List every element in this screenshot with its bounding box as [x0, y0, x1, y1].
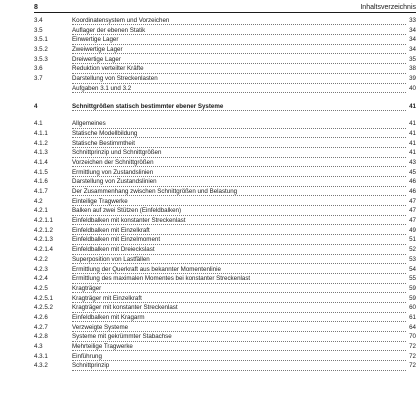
- toc-entry-page: 41: [409, 139, 416, 147]
- toc-entry-title: Einfeldbalken mit Einzelmoment: [72, 236, 161, 244]
- toc-entry-title: Kragträger mit konstanter Streckenlast: [72, 304, 178, 312]
- toc-entry-leader: [72, 74, 416, 83]
- toc-entry-leader: [72, 332, 416, 341]
- toc-entry-page: 60: [409, 304, 416, 312]
- toc-entry-leader: [72, 265, 416, 274]
- toc-entry-page: 52: [409, 246, 416, 254]
- toc-entry-title: Der Zusammenhang zwischen Schnittgrößen und Belastung: [72, 188, 238, 195]
- toc-entry-number: 4.1.3: [34, 149, 48, 157]
- toc-entry-number: 4.1.4: [34, 158, 48, 166]
- toc-entry-leader: [72, 84, 416, 93]
- toc-entry-page: 61: [409, 313, 416, 321]
- toc-entry-page: 41: [409, 129, 416, 137]
- toc-entry-number: 4.1.2: [34, 139, 48, 147]
- toc-entry-number: 4.2.1.2: [34, 226, 53, 234]
- toc-entry-number: 3.5.2: [34, 46, 48, 54]
- toc-entry-page: 34: [409, 36, 416, 44]
- toc-entry-page: 51: [409, 236, 416, 244]
- toc-entry-title: Einfeldbalken mit Dreieckslast: [72, 246, 155, 254]
- toc-entry-number: 4.2.1: [34, 207, 48, 215]
- toc-entry-page: 35: [409, 55, 416, 63]
- toc-entry-title: Einführung: [72, 352, 102, 360]
- toc-entry-title: Mehrteilige Tragwerke: [72, 343, 133, 350]
- toc-entry-leader: [72, 255, 416, 264]
- toc-entry-page: 53: [409, 255, 416, 263]
- toc-entry-page: 38: [409, 65, 416, 73]
- toc-entry-title: Allgemeines: [72, 120, 106, 128]
- toc-entry-leader: [72, 35, 416, 44]
- toc-entry-page: 46: [409, 188, 416, 195]
- toc-entry-title: Vorzeichen der Schnittgrößen: [72, 158, 154, 166]
- toc-entry[interactable]: [34, 74, 416, 84]
- toc-entry[interactable]: [34, 84, 416, 94]
- header-rule: [34, 12, 416, 13]
- toc-entry-page: 64: [409, 323, 416, 331]
- toc-entry-number: 4.1.6: [34, 178, 48, 186]
- toc-entry-title: Ermittlung des maximalen Momentes bei konstanter Streckenlast: [72, 275, 251, 283]
- toc-entry-title: Ermittlung von Zustandslinien: [72, 168, 154, 176]
- toc-entry-leader: [72, 16, 416, 25]
- running-title: Inhaltsverzeichnis: [360, 4, 416, 11]
- toc-entry-number: 4.2.3: [34, 265, 48, 273]
- toc-entry-number: 4.2.2: [34, 255, 48, 263]
- toc-entry-page: 43: [409, 158, 416, 166]
- toc-entry[interactable]: [34, 45, 416, 55]
- toc-entry-title: Ermittlung der Querkraft aus bekannter Momentenlinie: [72, 265, 221, 273]
- toc-entry-title: Kragträger: [72, 284, 102, 292]
- toc-entry-title: Darstellung von Streckenlasten: [72, 75, 158, 83]
- toc-entry-number: 3.7: [34, 75, 43, 83]
- toc-entry-page: 59: [409, 294, 416, 302]
- toc-entry-number: 3.4: [34, 17, 43, 24]
- toc-entry-leader: [72, 129, 416, 138]
- toc-entry[interactable]: [34, 197, 416, 207]
- toc-entry-number: 4.2.5: [34, 284, 48, 292]
- toc-entry-number: 4.2.1.4: [34, 246, 53, 254]
- toc-entry-number: 4.2.4: [34, 275, 48, 283]
- toc-entry[interactable]: [34, 235, 416, 245]
- toc-entry-page: 34: [409, 46, 416, 54]
- toc-entry-leader: [72, 102, 416, 111]
- toc-entry[interactable]: [34, 332, 416, 342]
- toc-entry[interactable]: [34, 64, 416, 74]
- page-number: 8: [34, 4, 38, 11]
- toc-entry-leader: [72, 119, 416, 128]
- toc-entry-title: Einfeldbalken mit Einzelkraft: [72, 226, 150, 234]
- toc-entry[interactable]: [34, 168, 416, 178]
- toc-entry[interactable]: [34, 226, 416, 236]
- toc-entry-page: 70: [409, 333, 416, 341]
- toc-entry[interactable]: [34, 352, 416, 362]
- toc-entry[interactable]: [34, 16, 416, 26]
- toc-entry[interactable]: [34, 284, 416, 294]
- toc-entry-number: 4.2.8: [34, 333, 48, 341]
- toc-entry-number: 3.5.3: [34, 55, 48, 63]
- toc-entry[interactable]: [34, 35, 416, 45]
- toc-entry[interactable]: [34, 265, 416, 275]
- toc-entry-number: 4.2.6: [34, 313, 48, 321]
- toc-entry-page: 47: [409, 217, 416, 225]
- toc-entry-leader: [72, 226, 416, 235]
- toc-entry-number: 4.2: [34, 197, 43, 205]
- toc-entry[interactable]: [34, 206, 416, 216]
- toc-entry-title: Einfeldbalken mit konstanter Streckenlast: [72, 217, 186, 225]
- toc-entry-page: 39: [409, 75, 416, 83]
- toc-entry-title: Schnittgrößen statisch bestimmter ebener Systeme: [72, 102, 224, 110]
- toc-entry-number: 4.1.5: [34, 168, 48, 176]
- toc-entry-number: 4.1: [34, 120, 43, 128]
- toc-entry-leader: [72, 274, 416, 283]
- toc-entry-number: 4.2.1.1: [34, 217, 53, 225]
- toc-entry-title: Koordinatensystem und Vorzeichen: [72, 17, 170, 24]
- toc-entry[interactable]: [34, 342, 416, 352]
- toc-entry-title: Balken auf zwei Stützen (Einfeldbalken): [72, 207, 182, 215]
- toc-entry-title: Darstellung von Zustandslinien: [72, 178, 157, 186]
- toc-entry-leader: [72, 139, 416, 148]
- toc-entry[interactable]: [34, 148, 416, 158]
- toc-entry-page: 34: [409, 26, 416, 34]
- toc-entry[interactable]: [34, 177, 416, 187]
- toc-entry-leader: [72, 245, 416, 254]
- toc-entry-page: 33: [409, 17, 416, 24]
- toc-entry-page: 72: [409, 352, 416, 360]
- toc-entry-leader: [72, 216, 416, 225]
- toc-entry[interactable]: [34, 255, 416, 265]
- toc-entry-number: 4.2.5.2: [34, 304, 53, 312]
- toc-entry[interactable]: [34, 26, 416, 36]
- toc-entry[interactable]: [34, 139, 416, 149]
- toc-entry-title: Einfeldbalken mit Kragarm: [72, 313, 145, 321]
- toc-entry-leader: [72, 361, 416, 370]
- toc-entry-leader: [72, 187, 416, 196]
- toc-entry-leader: [72, 323, 416, 332]
- toc-entry[interactable]: [34, 187, 416, 197]
- toc-entry-title: Einwertige Lager: [72, 36, 119, 44]
- toc-entry-page: 59: [409, 284, 416, 292]
- toc-entry-leader: [72, 64, 416, 73]
- toc-entry-number: 4.2.5.1: [34, 294, 53, 302]
- toc-entry[interactable]: [34, 303, 416, 313]
- toc-entry-title: Zweiwertige Lager: [72, 46, 123, 54]
- toc-entry-title: Dreiwertige Lager: [72, 55, 121, 63]
- toc-entry-leader: [72, 342, 416, 351]
- toc-entry-number: 4.1.1: [34, 129, 48, 137]
- toc-entry-number: 3.6: [34, 65, 43, 73]
- toc-entry-leader: [72, 352, 416, 361]
- toc-entry-title: Kragträger mit Einzelkraft: [72, 294, 142, 302]
- toc-entry-title: Verzweigte Systeme: [72, 323, 129, 331]
- toc-entry-page: 45: [409, 168, 416, 176]
- toc-entry-page: 41: [409, 149, 416, 157]
- toc-entry-page: 72: [409, 362, 416, 370]
- toc-entry-leader: [72, 313, 416, 322]
- toc-entry[interactable]: [34, 245, 416, 255]
- toc-entry[interactable]: [34, 102, 416, 112]
- toc-entry-title: Auflager der ebenen Statik: [72, 26, 146, 34]
- toc-entry[interactable]: [34, 216, 416, 226]
- toc-entry-leader: [72, 168, 416, 177]
- toc-entry[interactable]: [34, 294, 416, 304]
- toc-entry-leader: [72, 148, 416, 157]
- toc-entry-number: 4.2.7: [34, 323, 48, 331]
- toc-entry-page: 47: [409, 207, 416, 215]
- toc-entry-number: 4.3.1: [34, 352, 48, 360]
- toc-entry-title: Statische Bestimmtheit: [72, 139, 135, 147]
- toc-entry-leader: [72, 158, 416, 167]
- toc-entry-leader: [72, 294, 416, 303]
- toc-entry-leader: [72, 284, 416, 293]
- toc-entry-leader: [72, 177, 416, 186]
- toc-entry-number: 4.2.1.3: [34, 236, 53, 244]
- toc-entry-number: 4: [34, 102, 38, 110]
- toc-entry-leader: [72, 55, 416, 64]
- toc-entry-title: Systeme mit gekrümmter Stabachse: [72, 333, 172, 341]
- toc-entry[interactable]: [34, 119, 416, 129]
- toc-entry-page: 40: [409, 84, 416, 92]
- toc-entry-page: 72: [409, 343, 416, 350]
- toc-entry-page: 46: [409, 178, 416, 186]
- toc-entry[interactable]: [34, 313, 416, 323]
- toc-entry-leader: [72, 197, 416, 206]
- toc-entry-leader: [72, 303, 416, 312]
- toc-entry-page: 54: [409, 265, 416, 273]
- toc-entry[interactable]: [34, 361, 416, 371]
- toc-entry[interactable]: [34, 323, 416, 333]
- toc-entry-number: 3.5.1: [34, 36, 48, 44]
- toc-entry-leader: [72, 45, 416, 54]
- toc-entry-leader: [72, 206, 416, 215]
- toc-entry-number: 4.1.7: [34, 188, 48, 195]
- page-header: [34, 3, 416, 12]
- toc-entry-title: Statische Modellbildung: [72, 129, 138, 137]
- toc-entry-title: Schnittprinzip: [72, 362, 110, 370]
- toc-entry-number: 3.5: [34, 26, 43, 34]
- toc-entry[interactable]: [34, 158, 416, 168]
- toc-entry[interactable]: [34, 55, 416, 65]
- toc-entry-leader: [72, 235, 416, 244]
- toc-entry-page: 49: [409, 226, 416, 234]
- toc-entry-number: 4.3.2: [34, 362, 48, 370]
- toc-entry-page: 55: [409, 275, 416, 283]
- toc-entry[interactable]: [34, 274, 416, 284]
- toc-entry-leader: [72, 26, 416, 35]
- toc-entry-title: Superposition von Lastfällen: [72, 255, 150, 263]
- toc-entry-title: Schnittprinzip und Schnittgrößen: [72, 149, 162, 157]
- toc-entry-page: 47: [409, 197, 416, 205]
- toc-entry-number: 4.3: [34, 343, 43, 350]
- toc-entry-title: Aufgaben 3.1 und 3.2: [72, 84, 132, 92]
- toc-entry[interactable]: [34, 129, 416, 139]
- toc-entry-page: 41: [409, 102, 416, 110]
- toc-entry-page: 41: [409, 120, 416, 128]
- table-of-contents: [34, 16, 416, 371]
- toc-entry-title: Einteilige Tragwerke: [72, 197, 128, 205]
- toc-entry-title: Reduktion verteilter Kräfte: [72, 65, 144, 73]
